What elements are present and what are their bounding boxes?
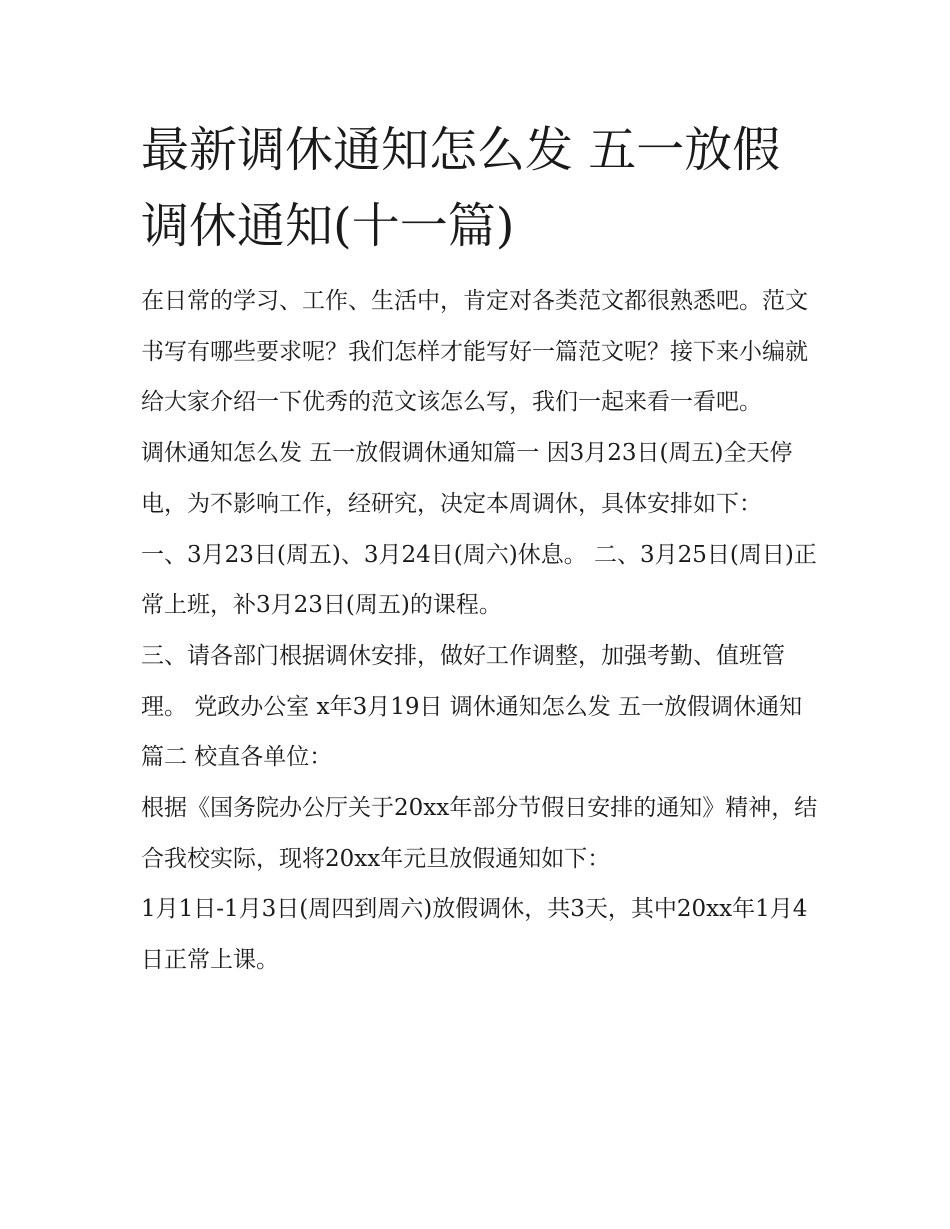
document-body — [141, 276, 819, 986]
paragraph-notice-one: 调休通知怎么发 五一放假调休通知篇一 因3月23日(周五)全天停电，为不影响工作，经研究，决定本周调休，具体安排如下： — [141, 440, 793, 517]
paragraph-intro: 在日常的学习、工作、生活中，肯定对各类范文都很熟悉吧。范文书写有哪些要求呢？我们怎样才能写好一篇范文呢？接下来小编就给大家介绍一下优秀的范文该怎么写，我们一起来看一看吧。 — [141, 288, 808, 416]
paragraph-management: 三、请各部门根据调休安排，做好工作调整，加强考勤、值班管理。 党政办公室 x年3月19日 调休通知怎么发 五一放假调休通知篇二 校直各单位： — [141, 642, 803, 771]
paragraph-holiday: 1月1日-1月3日(周四到周六)放假调休，共3天，其中20xx年1月4日正常上课。 — [141, 896, 808, 974]
paragraph-basis: 根据《国务院办公厅关于20xx年部分节假日安排的通知》精神，结合我校实际，现将20xx年元旦放假通知如下： — [141, 795, 818, 872]
document-title: 最新调休通知怎么发 五一放假调休通知(十一篇) — [141, 122, 781, 254]
paragraph-schedule: 一、3月23日(周五)、3月24日(周六)休息。 二、3月25日(周日)正常上班，补3月23日(周五)的课程。 — [141, 541, 817, 619]
